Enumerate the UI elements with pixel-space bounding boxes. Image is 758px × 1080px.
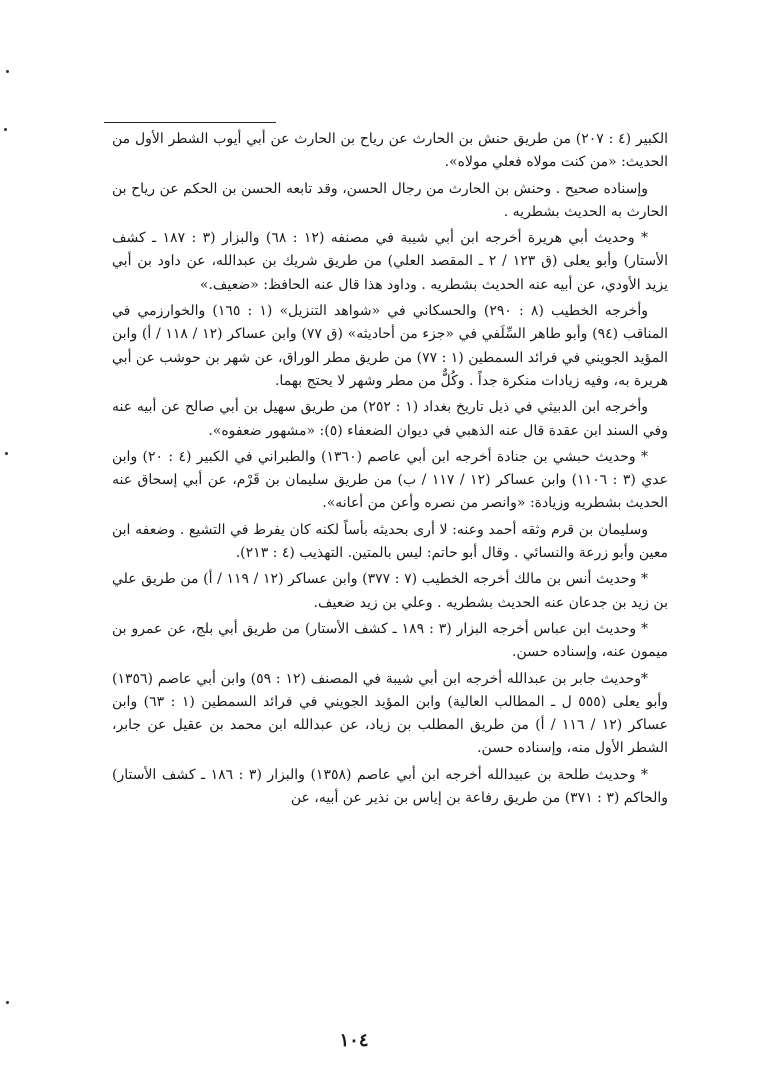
paragraph: *وحديث جابر بن عبدالله أخرجه ابن أبي شيبة في المصنف (١٢ : ٥٩) وابن أبي عاصم (١٣٥٦) وأبو يعلى (٥٥٥ ل ـ المطالب العالية) وابن المؤيد الجويني في فرائد السمطين (١ : ٦٣) وابن عساكر (١٢ / ١١٦ / أ) من طريق المطلب بن زياد، عن عبدالله ابن محمد بن عقيل عن جابر، الشطر الأول منه، وإسناده حسن.	[112, 670, 668, 757]
paragraph: * وحديث أبي هريرة أخرجه ابن أبي شيبة في مصنفه (١٢ : ٦٨) والبزار (٣ : ١٨٧ ـ كشف الأستار) وأبو يعلى (ق ١٢٣ / ٢ ـ المقصد العلي) من طريق شريك بن عبدالله، عن داود بن أبي يزيد الأودي، عن أبيه عنه الحديث بشطريه . وداود هذا قال عنه الحافظ: «ضعيف.»	[112, 230, 668, 293]
paragraph: * وحديث حبشي بن جنادة أخرجه ابن أبي عاصم (١٣٦٠) والطبراني في الكبير (٤ : ٢٠) وابن عدي (٣ : ١١٠٦) وابن عساكر (١٢ / ١١٧ / ب) من طريق سليمان بن قَرْم، عن أبي إسحاق عنه الحديث بشطريه وزيادة: «وانصر من نصره وأعن من أعانه».	[112, 448, 668, 512]
paragraph: * وحديث ابن عباس أخرجه البزار (٣ : ١٨٩ ـ كشف الأستار) من طريق أبي بلج، عن عمرو بن ميمون عنه، وإسناده حسن.	[112, 620, 668, 661]
paragraph: الكبير (٤ : ٢٠٧) من طريق حنش بن الحارث عن رياح بن الحارث عن أبي أيوب الشطر الأول من الحديث: «من كنت مولاه فعلي مولاه».	[112, 131, 668, 171]
scan-mark	[4, 128, 7, 131]
paragraph: * وحديث أنس بن مالك أخرجه الخطيب (٧ : ٣٧٧) وابن عساكر (١٢ / ١١٩ / أ) من طريق علي بن زيد بن جدعان عنه الحديث بشطريه . وعلي بن زيد ضعيف.	[112, 571, 668, 611]
scan-mark	[6, 70, 9, 73]
paragraph: وإسناده صحيح . وحنش بن الحارث من رجال الحسن، وقد تابعه الحسن بن الحكم عن رياح بن الحارث به الحديث بشطريه .	[112, 180, 668, 220]
scan-mark	[5, 452, 8, 455]
paragraph: وأخرجه الخطيب (٨ : ٢٩٠) والحسكاني في «شواهد التنزيل» (١ : ١٦٥) والخوارزمي في المناقب (٩٤) وأبو طاهر السِّلَفي في «جزء من أحاديثه» (ق ٧٧) وابن عساكر (١٢ / ١١٨ / أ) وابن المؤيد الجويني في فرائد السمطين (١ : ٧٧) من طريق مطر الوراق، عن شهر بن حوشب عن أبي هريرة به، وفيه زيادات منكرة جداً . وكُلٌّ من مطر وشهر لا يحتج بهما.	[112, 303, 669, 389]
top-rule	[104, 122, 276, 123]
text-block	[112, 128, 668, 813]
paragraph: * وحديث طلحة بن عبيدالله أخرجه ابن أبي عاصم (١٣٥٨) والبزار (٣ : ١٨٦ ـ كشف الأستار) والحاكم (٣ : ٣٧١) من طريق رفاعة بن إياس بن نذير عن أبيه، عن	[112, 766, 668, 807]
page-number: ١٠٤	[339, 1030, 369, 1051]
scan-mark	[6, 1001, 9, 1004]
paragraph: وسليمان بن قرم وثقه أحمد وعنه: لا أرى بحديثه بأساً لكنه كان يفرط في التشيع . وضعفه ابن معين وأبو زرعة والنسائي . وقال أبو حاتم: ليس بالمتين. التهذيب (٤ : ٢١٣).	[112, 521, 668, 562]
paragraph: وأخرجه ابن الدبيثي في ذيل تاريخ بغداد (١ : ٢٥٢) من طريق سهيل بن أبي صالح عن أبيه عنه وفي السند ابن عقدة قال عنه الذهبي في ديوان الضعفاء (٥): «مشهور ضعفوه».	[112, 399, 668, 439]
